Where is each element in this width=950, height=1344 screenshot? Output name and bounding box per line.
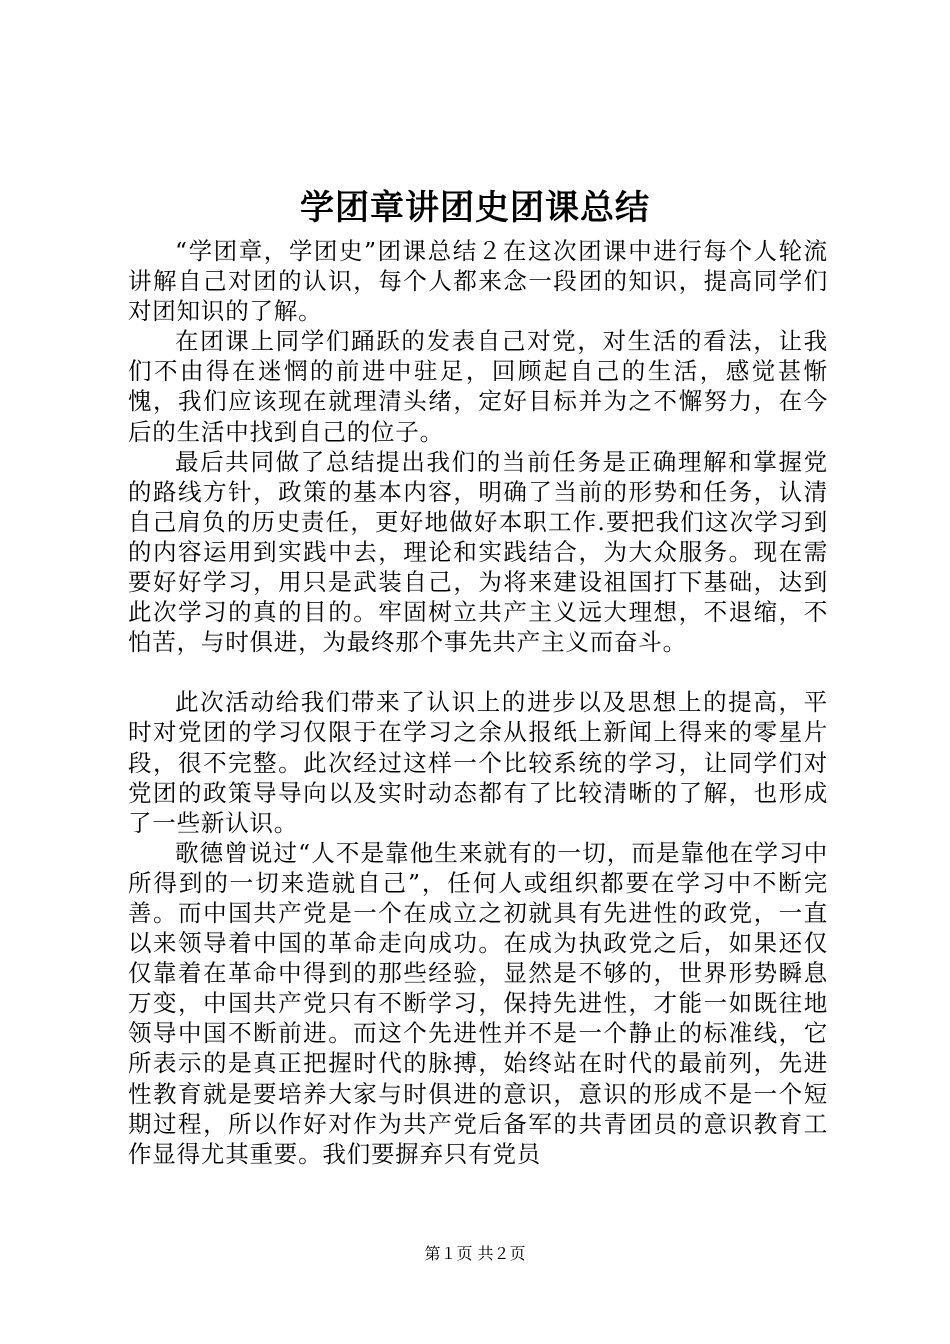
document-body	[128, 236, 828, 1169]
paragraph-2: 在团课上同学们踊跃的发表自己对党，对生活的看法，让我们不由得在迷惘的前进中驻足，回顾起自己的生活，感觉甚惭愧，我们应该现在就理清头绪，定好目标并为之不懈努力，在今后的生活中找到自己的位子。	[128, 327, 828, 446]
paragraph-3: 最后共同做了总结提出我们的当前任务是正确理解和掌握党的路线方针，政策的基本内容，明确了当前的形势和任务，认清自己肩负的历史责任，更好地做好本职工作.要把我们这次学习到的内容运用到实践中去，理论和实践结合，为大众服务。现在需要好好学习，用只是武装自己，为将来建设祖国打下基础，达到此次学习的真的目的。牢固树立共产主义远大理想，不退缩，不怕苦，与时俱进，为最终那个事先共产主义而奋斗。	[128, 447, 828, 657]
page-number-footer: 第１页 共２页	[424, 1244, 526, 1263]
paragraph-5: 歌德曾说过“人不是靠他生来就有的一切，而是靠他在学习中所得到的一切来造就自己”，任何人或组织都要在学习中不断完善。而中国共产党是一个在成立之初就具有先进性的政党，一直以来领导着中国的革命走向成功。在成为执政党之后，如果还仅仅靠着在革命中得到的那些经验，显然是不够的，世界形势瞬息万变，中国共产党只有不断学习，保持先进性，才能一如既往地领导中国不断前进。而这个先进性并不是一个静止的标准线，它所表示的是真正把握时代的脉搏，始终站在时代的最前列，先进性教育就是要培养大家与时俱进的意识，意识的形成不是一个短期过程，所以作好对作为共产党后备军的共青团员的意识教育工作显得尤其重要。我们要摒弃只有党员	[128, 838, 828, 1168]
paragraph-1: “学团章，学团史”团课总结２在这次团课中进行每个人轮流讲解自己对团的认识，每个人都来念一段团的知识，提高同学们对团知识的了解。	[128, 237, 828, 326]
document-title: 学团章讲团史团课总结	[300, 188, 650, 228]
paragraph-4: 此次活动给我们带来了认识上的进步以及思想上的提高，平时对党团的学习仅限于在学习之余从报纸上新闻上得来的零星片段，很不完整。此次经过这样一个比较系统的学习，让同学们对党团的政策导导向以及实时动态都有了比较清晰的了解，也形成了一些新认识。	[128, 688, 828, 837]
